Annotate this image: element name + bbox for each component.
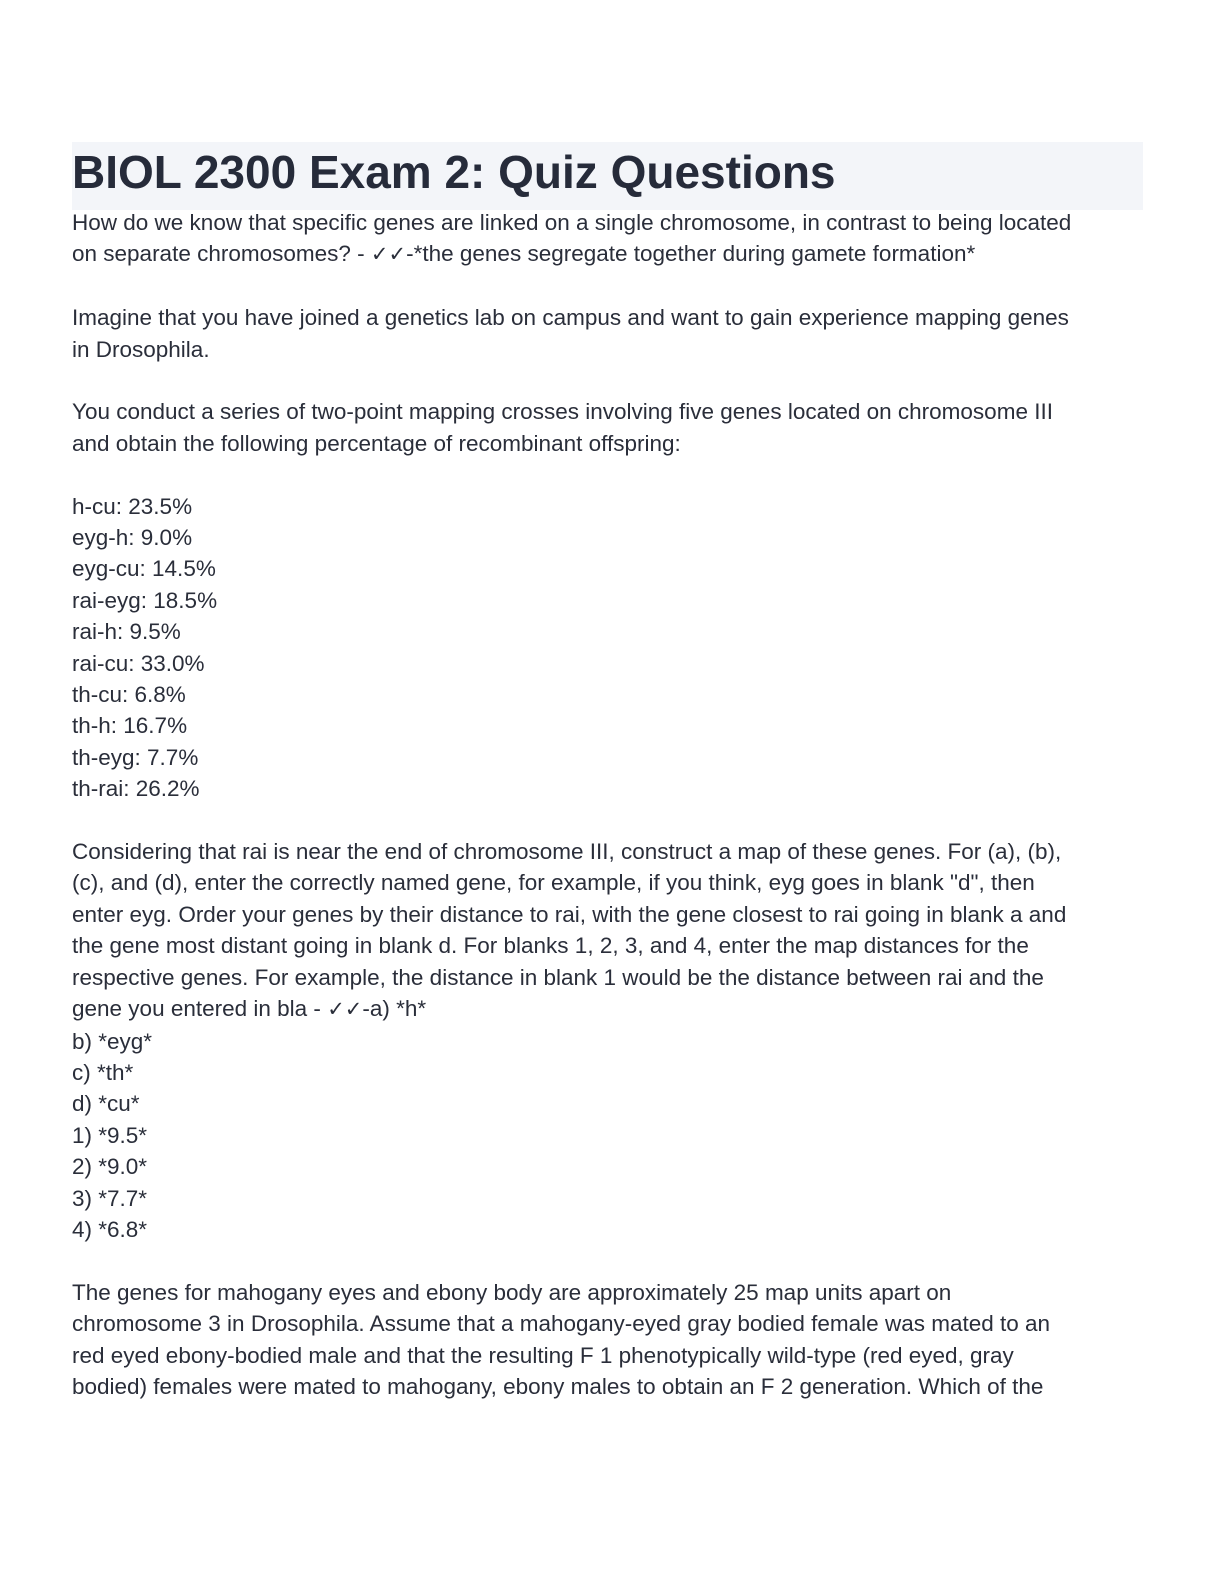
document-body xyxy=(72,207,1152,1434)
answer-item: d) *cu* xyxy=(72,1091,140,1117)
answer-item: 1) *9.5* xyxy=(72,1122,148,1148)
checkmark-icon: ✓✓ xyxy=(370,242,407,267)
question-2-setup xyxy=(72,396,1152,459)
answer-item: b) *eyg* xyxy=(72,1028,153,1054)
page-title: BIOL 2300 Exam 2: Quiz Questions xyxy=(72,146,836,198)
checkmark-icon: ✓✓ xyxy=(327,997,363,1022)
recombinant-item: h-cu: 23.5% xyxy=(72,493,193,519)
question-2-intro xyxy=(72,302,1152,365)
question-2-intro-line: in Drosophila. xyxy=(72,336,210,362)
recombinant-item: th-eyg: 7.7% xyxy=(72,744,199,770)
question-1-answer: -*the genes segregate together during gamete formation* xyxy=(406,241,976,267)
answer-item: c) *th* xyxy=(72,1059,134,1085)
question-1-line-2 xyxy=(72,238,1152,270)
recombinant-item: th-h: 16.7% xyxy=(72,713,188,739)
recombinant-list xyxy=(72,491,1152,805)
question-1 xyxy=(72,207,1152,271)
question-3-line: red eyed ebony-bodied male and that the resulting F 1 phenotypically wild-type (red eyed, gray xyxy=(72,1342,1014,1368)
question-2-setup-line: and obtain the following percentage of recombinant offspring: xyxy=(72,430,681,456)
question-3-line: chromosome 3 in Drosophila. Assume that a mahogany-eyed gray bodied female was mated to an xyxy=(72,1311,1051,1337)
answer-item: 2) *9.0* xyxy=(72,1154,148,1180)
question-3-line: The genes for mahogany eyes and ebony body are approximately 25 map units apart on xyxy=(72,1279,952,1305)
question-2-line: enter eyg. Order your genes by their distance to rai, with the gene closest to rai going in blank a and xyxy=(72,901,1067,927)
question-2-setup-line: You conduct a series of two-point mapping crosses involving five genes located on chromosome III xyxy=(72,399,1053,425)
recombinant-item: rai-cu: 33.0% xyxy=(72,650,205,676)
question-3-line: bodied) females were mated to mahogany, ebony males to obtain an F 2 generation. Which of the xyxy=(72,1373,1044,1399)
question-2-line: (c), and (d), enter the correctly named gene, for example, if you think, eyg goes in blank "d", then xyxy=(72,870,1035,896)
recombinant-item: eyg-h: 9.0% xyxy=(72,525,193,551)
recombinant-item: th-rai: 26.2% xyxy=(72,776,200,802)
question-1-line-1: How do we know that specific genes are linked on a single chromosome, in contrast to being located xyxy=(72,210,1072,235)
answer-item: 3) *7.7* xyxy=(72,1185,148,1211)
question-2-line: Considering that rai is near the end of chromosome III, construct a map of these genes. For (a), (b), xyxy=(72,839,1062,865)
recombinant-item: eyg-cu: 14.5% xyxy=(72,556,216,582)
question-2-line: respective genes. For example, the distance in blank 1 would be the distance between rai and the xyxy=(72,964,1044,990)
question-2-text: gene you entered in bla - xyxy=(72,996,328,1022)
recombinant-item: rai-h: 9.5% xyxy=(72,619,181,645)
answer-item: 4) *6.8* xyxy=(72,1216,148,1242)
recombinant-item: th-cu: 6.8% xyxy=(72,682,186,708)
question-2-intro-line: Imagine that you have joined a genetics lab on campus and want to gain experience mapping genes xyxy=(72,305,1069,331)
question-2-answer: -a) *h* xyxy=(362,996,427,1022)
question-2-last-line xyxy=(72,993,1152,1025)
question-3 xyxy=(72,1277,1152,1403)
question-2-line: the gene most distant going in blank d. For blanks 1, 2, 3, and 4, enter the map distances for the xyxy=(72,933,1029,959)
recombinant-item: rai-eyg: 18.5% xyxy=(72,587,218,613)
question-2 xyxy=(72,836,1152,1245)
question-1-text: on separate chromosomes? - xyxy=(72,241,371,267)
